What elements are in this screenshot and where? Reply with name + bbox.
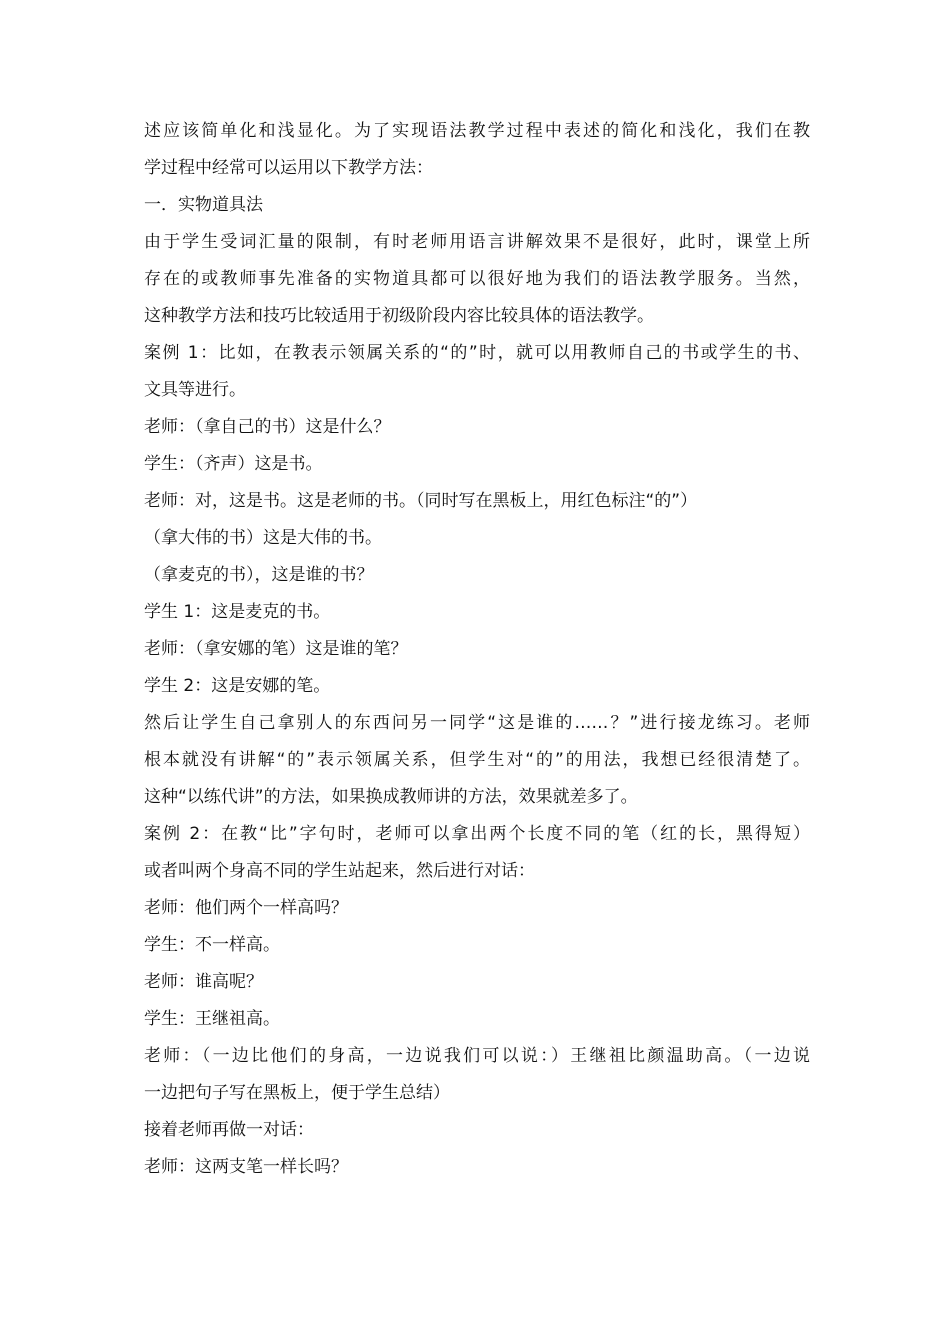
- paragraph-line: 文具等进行。: [144, 380, 246, 400]
- dialogue-line: 学生：（齐声）这是书。: [144, 454, 323, 474]
- paragraph-line: 接着老师再做一对话：: [144, 1120, 314, 1140]
- section-heading: 一．实物道具法: [144, 195, 263, 215]
- paragraph-line: 案例 2：在教“比”字句时，老师可以拿出两个长度不同的笔（红的长，黑得短）: [144, 824, 810, 844]
- dialogue-line: 老师：这两支笔一样长吗？: [144, 1157, 348, 1177]
- paragraph-line: 述应该简单化和浅显化。为了实现语法教学过程中表述的简化和浅化，我们在教: [144, 121, 810, 141]
- paragraph-line: 学过程中经常可以运用以下教学方法：: [144, 158, 433, 178]
- document-body: [144, 113, 810, 1186]
- dialogue-line: 一边把句子写在黑板上，便于学生总结）: [144, 1083, 450, 1103]
- dialogue-line: 老师：对，这是书。这是老师的书。（同时写在黑板上，用红色标注“的”）: [144, 491, 698, 511]
- paragraph-line: 或者叫两个身高不同的学生站起来，然后进行对话：: [144, 861, 535, 881]
- dialogue-line: 学生：不一样高。: [144, 935, 280, 955]
- dialogue-line: 老师：谁高呢？: [144, 972, 263, 992]
- paragraph-line: 由于学生受词汇量的限制，有时老师用语言讲解效果不是很好，此时，课堂上所: [144, 232, 810, 252]
- paragraph-line: 案例 1：比如，在教表示领属关系的“的”时，就可以用教师自己的书或学生的书、: [144, 343, 810, 363]
- dialogue-line: （拿大伟的书）这是大伟的书。: [144, 528, 382, 548]
- dialogue-line: 老师：他们两个一样高吗？: [144, 898, 348, 918]
- dialogue-line: （拿麦克的书），这是谁的书？: [144, 565, 374, 585]
- paragraph-line: 这种教学方法和技巧比较适用于初级阶段内容比较具体的语法教学。: [144, 306, 654, 326]
- dialogue-line: 老师：（拿安娜的笔）这是谁的笔？: [144, 639, 408, 659]
- paragraph-line: 存在的或教师事先准备的实物道具都可以很好地为我们的语法教学服务。当然，: [144, 269, 810, 289]
- dialogue-line: 学生 2：这是安娜的笔。: [144, 676, 331, 696]
- dialogue-line: 学生 1：这是麦克的书。: [144, 602, 331, 622]
- paragraph-line: 然后让学生自己拿别人的东西问另一同学“这是谁的……？”进行接龙练习。老师: [144, 713, 810, 733]
- dialogue-line: 老师：（拿自己的书）这是什么？: [144, 417, 391, 437]
- dialogue-line: 学生：王继祖高。: [144, 1009, 280, 1029]
- paragraph-line: 根本就没有讲解“的”表示领属关系，但学生对“的”的用法，我想已经很清楚了。: [144, 750, 810, 770]
- dialogue-line: 老师：（一边比他们的身高，一边说我们可以说：）王继祖比颜温助高。（一边说: [144, 1046, 810, 1066]
- paragraph-line: 这种“以练代讲”的方法，如果换成教师讲的方法，效果就差多了。: [144, 787, 638, 807]
